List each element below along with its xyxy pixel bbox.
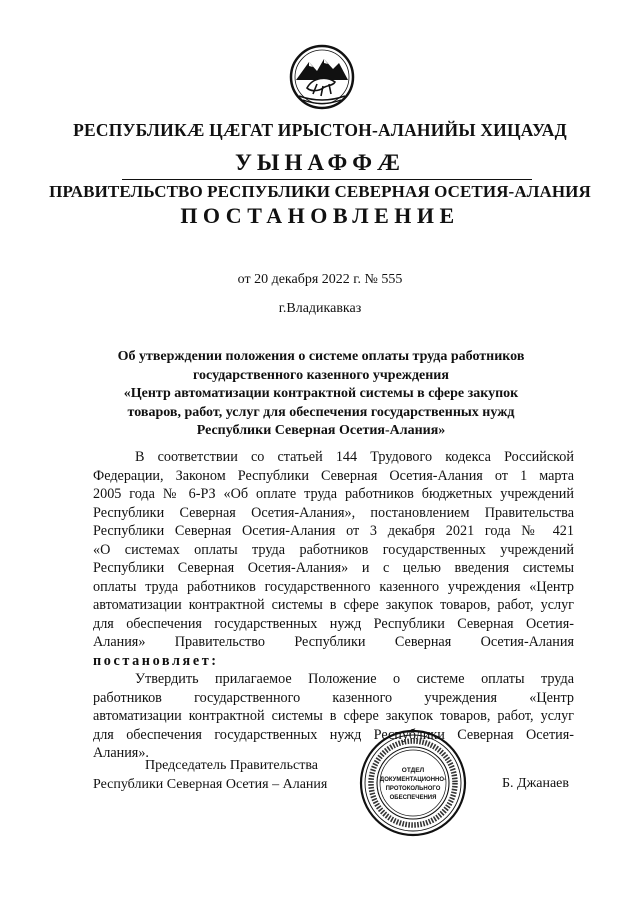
body-line: для обеспечения государственных нужд Республики Северная Осетия- — [93, 615, 574, 632]
signatory-position-line: Республики Северная Осетия – Алания — [93, 776, 328, 792]
body-line: работников государственного казенного учреждения «Центр — [93, 689, 574, 706]
document-body — [93, 448, 574, 763]
stamp-text: ОБЕСПЕЧЕНИЯ — [389, 795, 437, 801]
body-line: Федерации, Законом Республики Северная Осетия-Алания от 1 марта — [93, 467, 574, 484]
coat-of-arms-emblem — [289, 44, 355, 110]
header-russian-doc-type: ПОСТАНОВЛЕНИЕ — [180, 203, 460, 228]
stamp-text: ПРОТОКОЛЬНОГО — [385, 786, 441, 792]
body-line: 2005 года № 6-РЗ «Об оплате труда работников бюджетных учреждений — [93, 486, 574, 502]
body-line: для обеспечения государственных нужд Республики Северная Осетия- — [93, 726, 574, 743]
document-city: г.Владикавказ — [278, 301, 362, 316]
header-divider — [122, 179, 532, 180]
title-line: «Центр автоматизации контрактной системы в сфере закупок — [123, 386, 519, 402]
title-line: товаров, работ, услуг для обеспечения государственных нужд — [127, 404, 515, 420]
decree-word — [93, 652, 574, 671]
body-line: Алания» Правительство Республики Северная Осетия-Алания — [93, 634, 574, 650]
decree-word-text: постановляет: — [93, 652, 219, 669]
document-date-number: от 20 декабря 2022 г. № 555 — [237, 272, 403, 287]
body-line: автоматизации контрактной системы в сфере закупок товаров, работ, услуг — [93, 597, 574, 613]
title-line: государственного казенного учреждения — [193, 367, 449, 383]
title-line: Республики Северная Осетия-Алания» — [196, 423, 446, 439]
body-line: Республики Северная Осетия-Алания от 3 декабря 2021 года № 421 — [93, 523, 574, 539]
body-line: Утвердить прилагаемое Положение о системе оплаты труда — [135, 671, 574, 687]
header-ossetian-government: РЕСПУБЛИКӔ ЦӔГАТ ИРЫСТОН-АЛАНИЙЫ ХИЦАУАД — [73, 120, 567, 140]
header-russian-government: ПРАВИТЕЛЬСТВО РЕСПУБЛИКИ СЕВЕРНАЯ ОСЕТИЯ-АЛАНИЯ — [49, 182, 591, 201]
header-ossetian-doc-type: УЫНАФФӔ — [234, 150, 406, 175]
body-line: «О системах оплаты труда работников государственных учреждений — [93, 541, 574, 558]
official-stamp — [358, 728, 468, 838]
signatory-position — [93, 757, 327, 794]
stamp-text: ОТДЕЛ — [401, 767, 425, 774]
body-line: В соответствии со статьей 144 Трудового кодекса Российской — [135, 449, 574, 465]
body-line: Республики Северная Осетия-Алания» и с целью введения системы — [93, 560, 574, 576]
signatory-name: Б. Джанаев — [502, 776, 570, 791]
document-title — [96, 348, 546, 441]
body-line: Алания». — [93, 745, 149, 761]
body-line: Республики Северная Осетия-Алания», постановлением Правительства — [93, 504, 574, 521]
signatory-position-line: Председатель Правительства — [145, 758, 318, 773]
title-line: Об утверждении положения о системе оплаты труда работников — [117, 349, 525, 364]
stamp-text: ДОКУМЕНТАЦИОННО- — [379, 777, 447, 783]
body-line: автоматизации контрактной системы в сфере закупок товаров, работ, услуг — [93, 708, 574, 724]
body-line: оплаты труда работников государственного казенного учреждения «Центр — [93, 578, 574, 595]
